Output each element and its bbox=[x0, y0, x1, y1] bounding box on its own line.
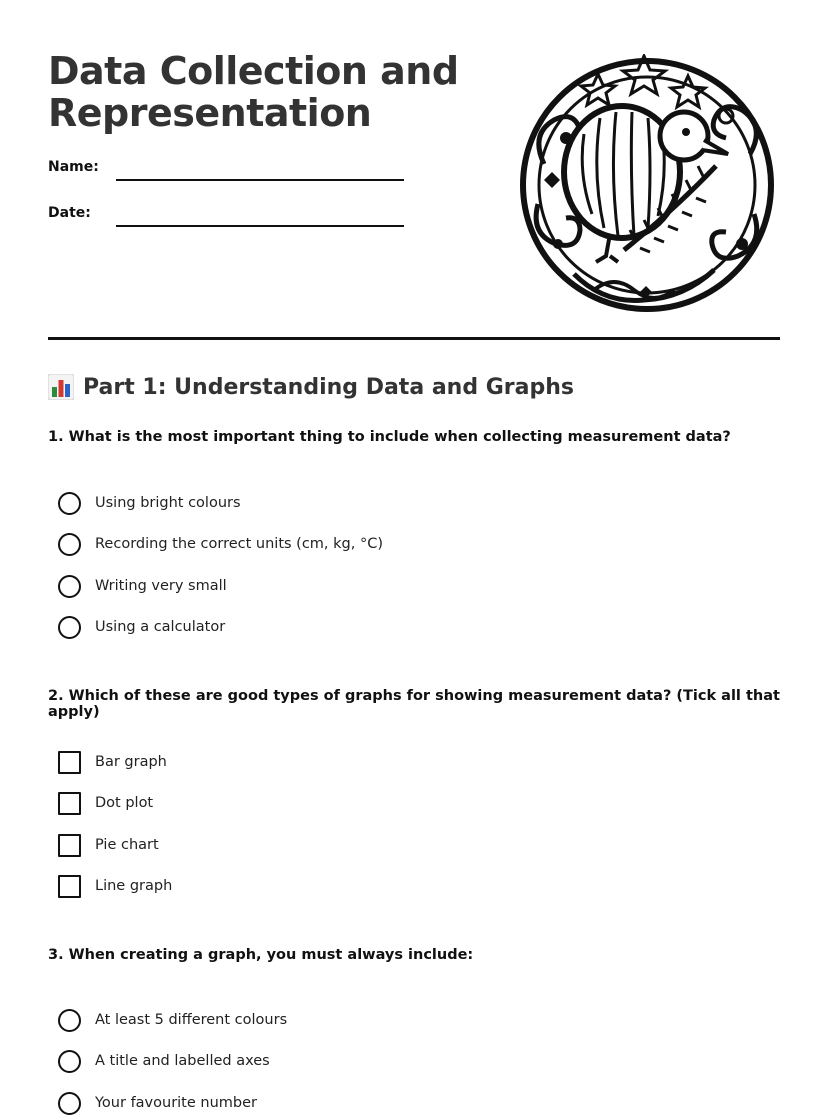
worksheet-title bbox=[48, 50, 468, 134]
question-3-option-1[interactable] bbox=[58, 1008, 287, 1032]
question-2-option-3[interactable] bbox=[58, 833, 159, 857]
date-line[interactable] bbox=[116, 225, 404, 227]
option-label: Using a calculator bbox=[95, 619, 226, 635]
option-label: Dot plot bbox=[95, 795, 154, 811]
option-label: Your favourite number bbox=[95, 1095, 257, 1111]
radio-button[interactable] bbox=[58, 492, 81, 515]
kiwi-emblem-icon bbox=[514, 54, 780, 316]
question-3: 3. When creating a graph, you must always include: bbox=[48, 947, 474, 963]
question-2-option-1[interactable] bbox=[58, 750, 167, 774]
name-label: Name: bbox=[48, 159, 99, 175]
section-heading-part-1 bbox=[48, 374, 574, 400]
checkbox[interactable] bbox=[58, 834, 81, 857]
option-label: Recording the correct units (cm, kg, °C) bbox=[95, 536, 383, 552]
question-2-option-4[interactable] bbox=[58, 874, 172, 898]
question-2-option-2[interactable] bbox=[58, 791, 153, 815]
radio-button[interactable] bbox=[58, 575, 81, 598]
bar-chart-icon bbox=[48, 374, 74, 400]
kiwi-emblem-logo bbox=[514, 54, 780, 316]
question-1-option-2[interactable] bbox=[58, 532, 383, 556]
date-label: Date: bbox=[48, 205, 91, 221]
question-1: 1. What is the most important thing to include when collecting measurement data? bbox=[48, 429, 731, 445]
option-label: Pie chart bbox=[95, 837, 159, 853]
section-heading-text: Part 1: Understanding Data and Graphs bbox=[83, 374, 574, 400]
checkbox[interactable] bbox=[58, 792, 81, 815]
radio-button[interactable] bbox=[58, 533, 81, 556]
option-label: Line graph bbox=[95, 878, 173, 894]
title-line-1: Data Collection and bbox=[48, 49, 459, 93]
question-1-option-3[interactable] bbox=[58, 574, 227, 598]
header-divider bbox=[48, 337, 780, 340]
radio-button[interactable] bbox=[58, 1050, 81, 1073]
question-3-option-2[interactable] bbox=[58, 1049, 270, 1073]
option-label: At least 5 different colours bbox=[95, 1012, 288, 1028]
option-label: Bar graph bbox=[95, 754, 167, 770]
option-label: Using bright colours bbox=[95, 495, 241, 511]
name-field[interactable] bbox=[48, 159, 408, 183]
question-1-option-1[interactable] bbox=[58, 491, 241, 515]
checkbox[interactable] bbox=[58, 751, 81, 774]
checkbox[interactable] bbox=[58, 875, 81, 898]
question-2: 2. Which of these are good types of graphs for showing measurement data? (Tick all that apply) bbox=[48, 688, 780, 720]
question-1-option-4[interactable] bbox=[58, 615, 225, 639]
title-line-2: Representation bbox=[48, 91, 372, 135]
date-field[interactable] bbox=[48, 205, 408, 229]
name-line[interactable] bbox=[116, 179, 404, 181]
radio-button[interactable] bbox=[58, 616, 81, 639]
question-3-option-3[interactable] bbox=[58, 1091, 257, 1115]
option-label: A title and labelled axes bbox=[95, 1053, 270, 1069]
radio-button[interactable] bbox=[58, 1009, 81, 1032]
option-label: Writing very small bbox=[95, 578, 227, 594]
radio-button[interactable] bbox=[58, 1092, 81, 1115]
